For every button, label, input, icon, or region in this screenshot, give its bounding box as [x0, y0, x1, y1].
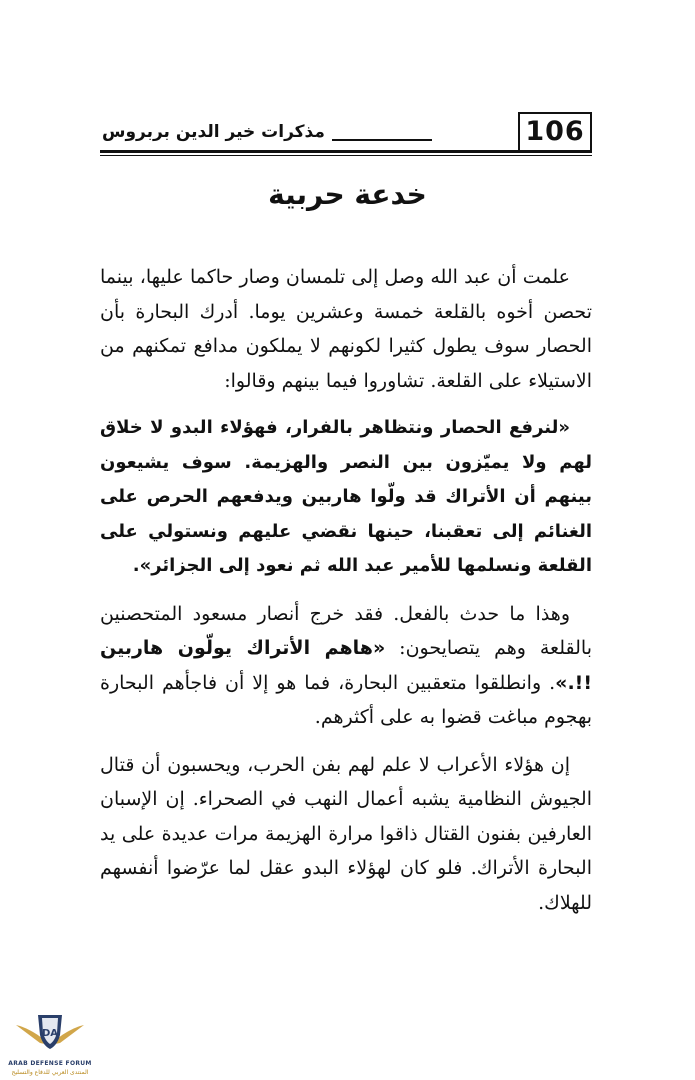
- page-number: 106: [518, 112, 592, 150]
- paragraph-1: علمت أن عبد الله وصل إلى تلمسان وصار حاكما عليها، بينما تحصن أخوه بالقلعة خمسة وعشرين يوما. أدرك البحارة بأن الحصار سوف يطول كثيرا لكونهم لا يملكون مدافع تمكنهم من الاستيلاء على القلعة. تشاوروا فيما بينهم وقالوا:: [100, 266, 592, 392]
- paragraph-3-quote: «هاهم الأتراك يولّون هاربين !!.»: [100, 637, 592, 694]
- running-title: مذكرات خير الدين بربروس: [102, 122, 325, 142]
- header-dash: [332, 139, 432, 141]
- watermark-english: ARAB DEFENSE FORUM: [8, 1060, 92, 1067]
- running-header: [100, 112, 592, 154]
- paragraph-4: إن هؤلاء الأعراب لا علم لهم بفن الحرب، ويحسبون أن قتال الجيوش النظامية يشبه أعمال النهب في الصحراء. إن الإسبان العارفين بفنون القتال ذاقوا مرارة الهزيمة مرات عديدة على يد البحارة الأتراك. فلو كان لهؤلاء البدو عقل لما عرّضوا أنفسهم للهلاك.: [100, 753, 592, 914]
- forum-watermark: [0, 1005, 100, 1080]
- watermark-logo-icon: [14, 1005, 86, 1060]
- watermark-logo-text: DA: [41, 1028, 59, 1039]
- paragraph-3-end: . وانطلقوا متعقبين البحارة، فما هو إلا أن فاجأهم البحارة بهجوم مباغت قضوا به على أكثرهم.: [100, 671, 592, 728]
- paragraph-3: [100, 597, 592, 735]
- paragraph-2-quote: «لنرفع الحصار ونتظاهر بالفرار، فهؤلاء البدو لا خلاق لهم ولا يميّزون بين النصر والهزيمة. سوف يشيعون بينهم أن الأتراك قد ولّوا هاربين ويدفعهم الحرص على الغنائم إلى تعقبنا، حينها نقضي عليهم ونستولي على القلعة ونسلمها للأمير عبد الله ثم نعود إلى الجزائر».: [100, 417, 592, 576]
- header-rule: [100, 150, 592, 153]
- watermark-arabic: المنتدى العربي للدفاع والتسليح: [11, 1069, 89, 1076]
- header-rule-thin: [100, 155, 592, 156]
- chapter-title: خدعة حربية: [268, 178, 427, 211]
- body-text: [100, 260, 592, 920]
- paragraph-3-start: وهذا ما حدث بالفعل. فقد خرج أنصار مسعود المتحصنين بالقلعة وهم يتصايحون:: [100, 602, 592, 659]
